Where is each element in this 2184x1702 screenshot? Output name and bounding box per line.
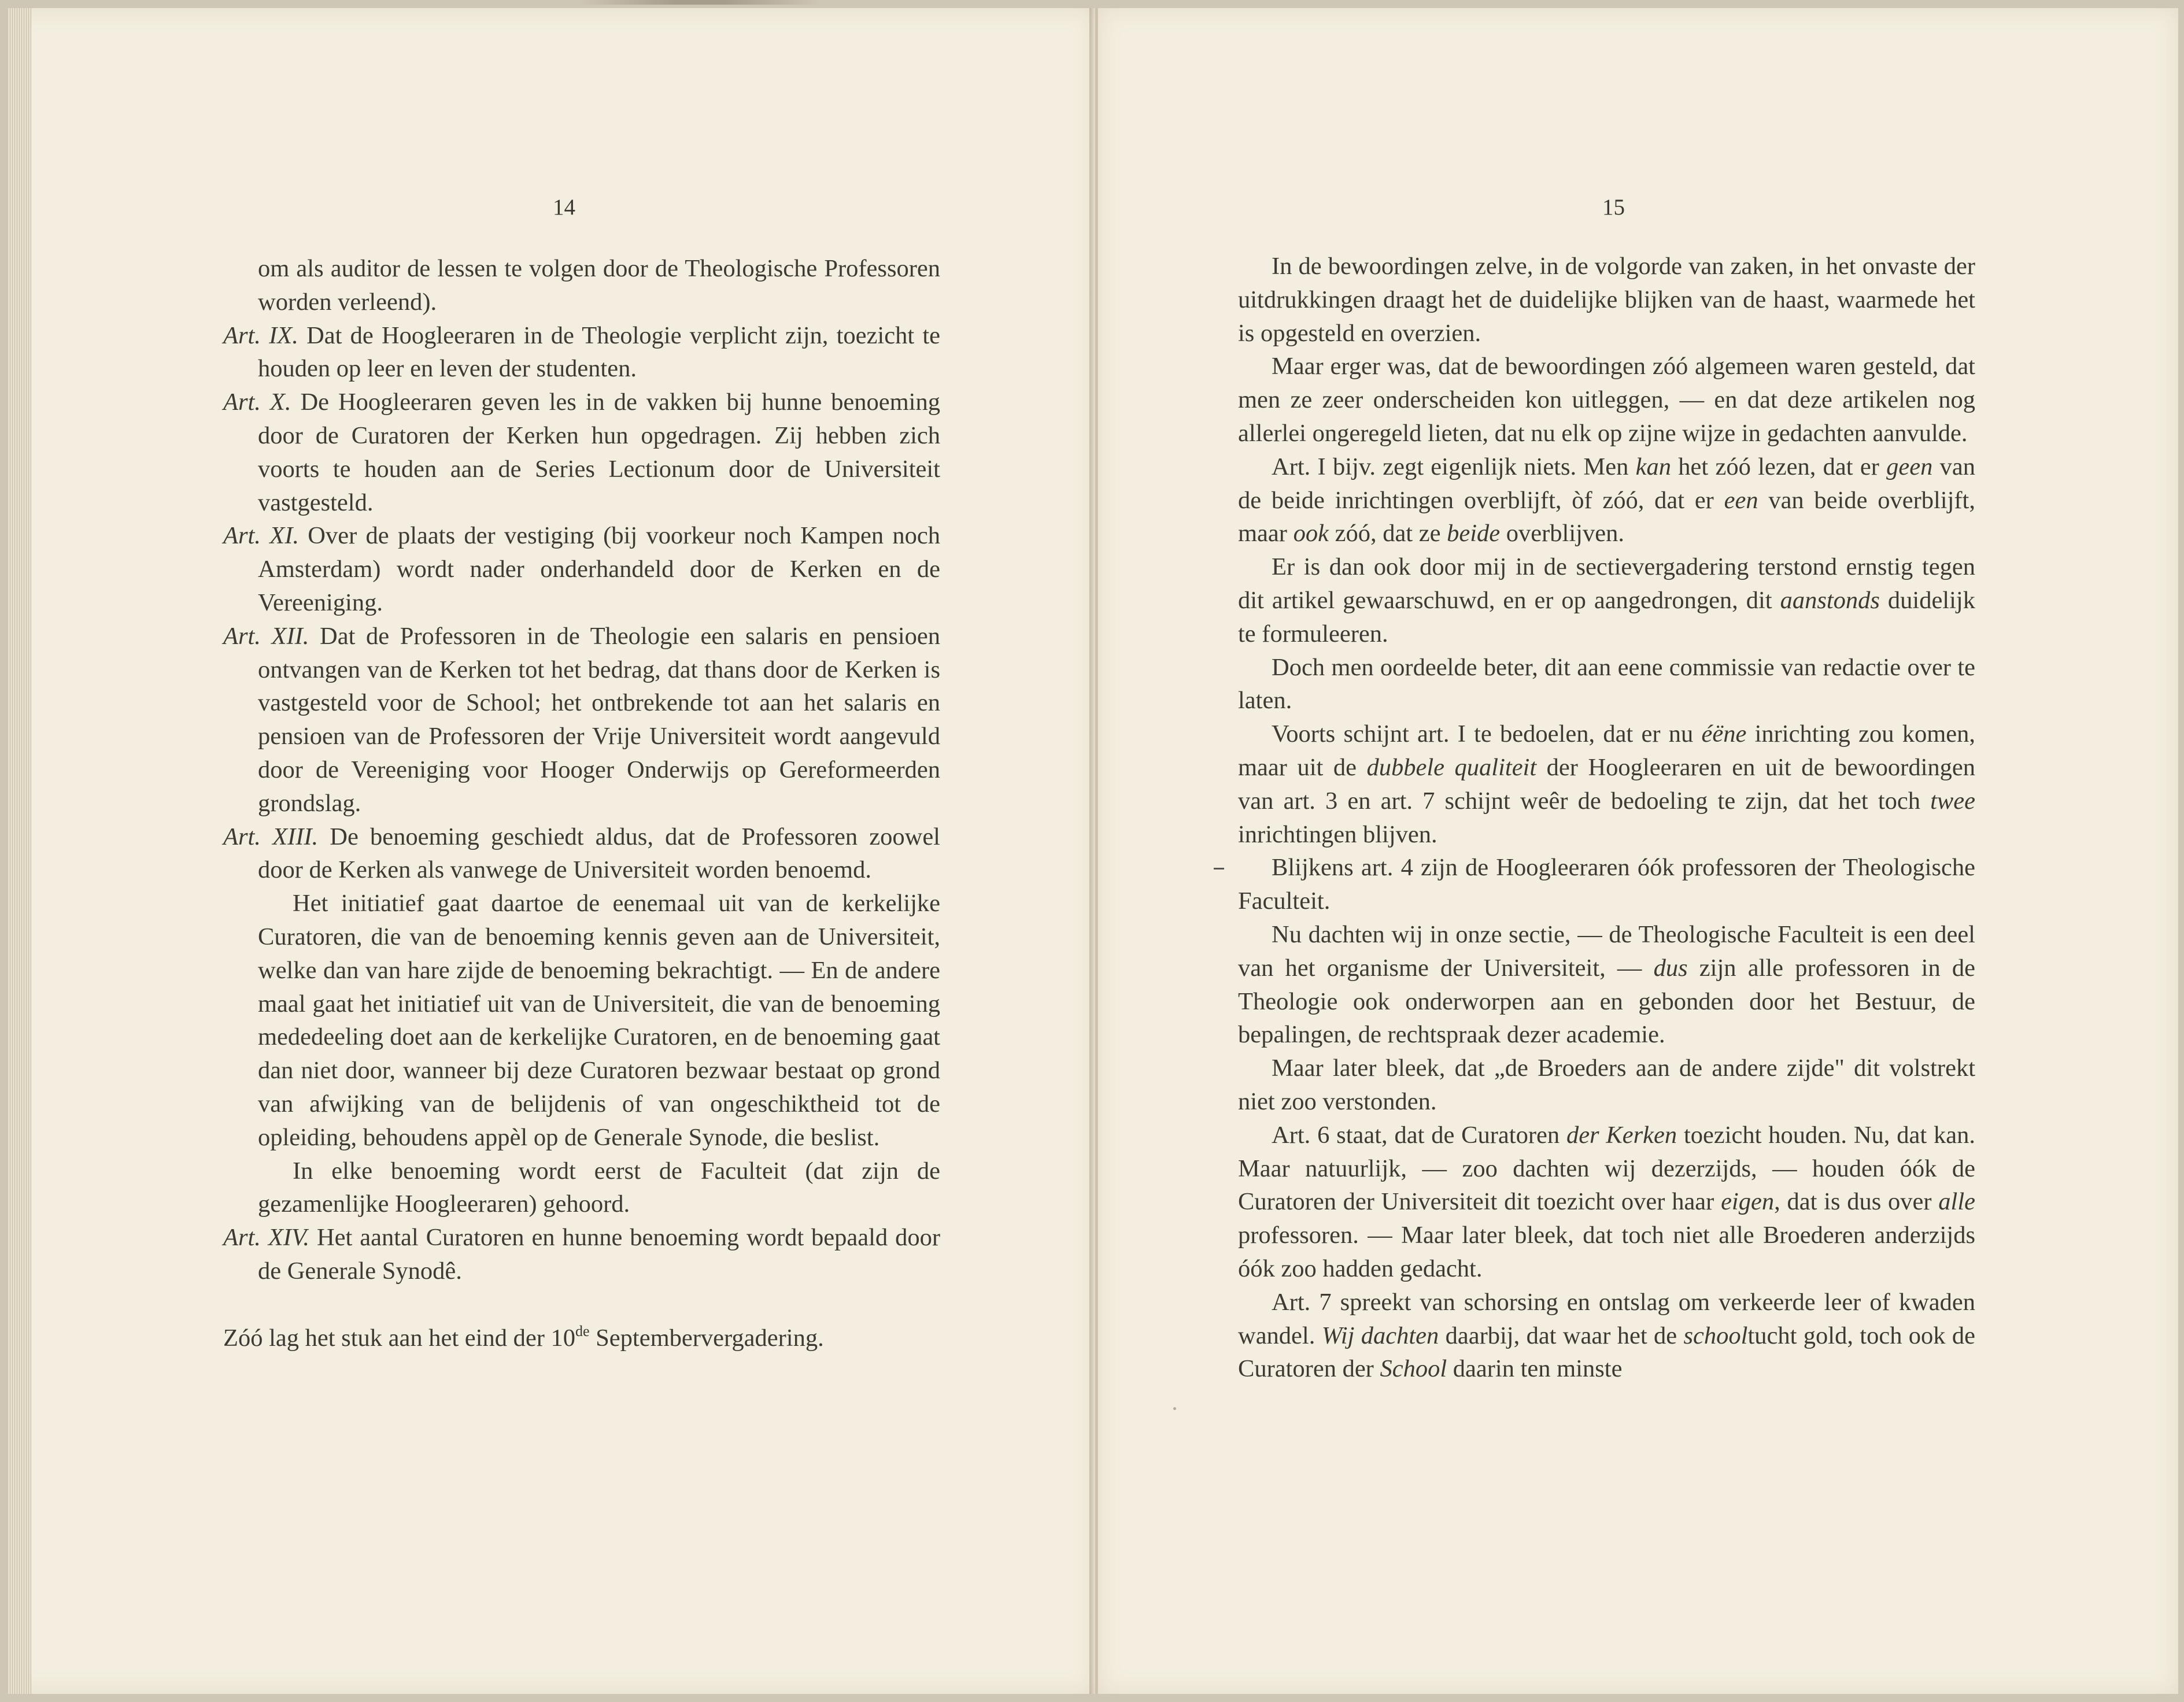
emphasis: twee <box>1930 787 1975 815</box>
body-paragraph <box>1238 717 1975 851</box>
scan-artifact <box>578 0 821 5</box>
paragraph-text: Art. 6 staat, dat de Curatoren <box>1272 1121 1566 1149</box>
article-paragraph <box>223 386 940 519</box>
body-paragraph <box>223 252 940 319</box>
paragraph-text: tucht gold, toch ook de Curatoren der <box>1238 1322 1975 1383</box>
body-paragraph <box>1238 550 1975 650</box>
paragraph-text: De benoeming geschiedt aldus, dat de Professoren zoowel door de Kerken als vanwege de Universiteit worden benoemd. <box>258 823 940 884</box>
emphasis: geen <box>1886 453 1933 480</box>
paragraph-text: Art. 7 spreekt van schorsing en ontslag om verkeerde leer of kwaden wandel. <box>1238 1288 1975 1349</box>
paragraph-text: Er is dan ook door mij in de sectievergadering terstond ernstig tegen dit artikel gewaarschuwd, en er op aangedrongen, dit <box>1238 553 1975 614</box>
emphasis: kan <box>1635 453 1671 480</box>
closing-text: Zóó lag het stuk aan het eind der 10 <box>223 1324 575 1352</box>
emphasis: eigen <box>1721 1188 1775 1216</box>
body-paragraph <box>1238 1052 1975 1119</box>
page-number-right: 15 <box>1602 195 1625 220</box>
paragraph-text: toezicht houden. Nu, dat kan. Maar natuurlijk, — zoo dachten wij dezerzijds, — houden óók de Curatoren der Universiteit dit toezicht over haar <box>1238 1121 1975 1216</box>
article-paragraph <box>223 519 940 619</box>
right-page-body <box>1238 250 1975 1386</box>
body-paragraph <box>1238 250 1975 350</box>
emphasis: dus <box>1653 954 1688 982</box>
emphasis: School <box>1380 1355 1447 1383</box>
paragraph-text: In de bewoordingen zelve, in de volgorde van zaken, in het onvaste der uitdrukkingen draagt het de duidelijke blijken van de haast, waarmede het is opgesteld en overzien. <box>1238 253 1975 347</box>
emphasis: een <box>1724 486 1758 514</box>
emphasis: aanstonds <box>1780 586 1880 614</box>
body-paragraph <box>1238 450 1975 550</box>
paragraph-text: daarbij, dat waar het de <box>1439 1322 1684 1349</box>
body-paragraph <box>1238 918 1975 1052</box>
paragraph-text: het zóó lezen, dat er <box>1671 453 1887 480</box>
paragraph-text: overblijven. <box>1500 520 1624 547</box>
emphasis: ook <box>1293 520 1329 547</box>
ordinal-superscript: de <box>575 1322 590 1340</box>
article-label: Art. XII. <box>223 622 309 650</box>
body-paragraph <box>1238 851 1975 918</box>
page-edges <box>8 8 31 1694</box>
right-page <box>1097 8 2178 1694</box>
emphasis: dubbele qualiteit <box>1366 753 1537 781</box>
paragraph-text: Dat de Professoren in de Theologie een salaris en pensioen ontvangen van de Kerken tot het bedrag, dat thans door de Kerken is vastgesteld voor de School; het ontbrekende tot aan het salaris en pensioen van de Professoren der Vrije Universiteit wordt aangevuld door de Vereeniging voor Hooger Onderwijs op Gereformeerden grondslag. <box>258 622 941 817</box>
body-paragraph <box>223 1155 940 1222</box>
body-paragraph <box>1238 1286 1975 1386</box>
article-label: Art. XIV. <box>223 1224 310 1252</box>
paragraph-text: om als auditor de lessen te volgen door de Theologische Professoren worden verleend). <box>258 255 940 316</box>
paragraph-text: Het aantal Curatoren en hunne benoeming wordt bepaald door de Generale Synodê. <box>258 1224 940 1285</box>
page-number-left: 14 <box>553 195 575 220</box>
left-page <box>8 8 1096 1694</box>
paragraph-text: Art. I bijv. zegt eigenlijk niets. Men <box>1272 453 1636 480</box>
paragraph-text: Voorts schijnt art. I te bedoelen, dat er nu <box>1272 720 1702 748</box>
paragraph-text: Doch men oordeelde beter, dit aan eene commissie van redactie over te laten. <box>1238 653 1975 715</box>
article-label: Art. X. <box>223 388 291 416</box>
paragraph-text: professoren. — Maar later bleek, dat toch niet alle Broederen anderzijds óók zoo hadden gedacht. <box>1238 1222 1975 1282</box>
left-page-body <box>223 252 940 1355</box>
paper-speck <box>1173 1407 1176 1410</box>
paragraph-text: Nu dachten wij in onze sectie, — de Theologische Faculteit is een deel van het organisme der Universiteit, — <box>1238 920 1975 982</box>
paragraph-text: duidelijk te formuleeren. <box>1238 586 1975 648</box>
paragraph-text: inrichting zou komen, maar uit de <box>1238 720 1975 781</box>
emphasis: alle <box>1938 1188 1975 1216</box>
paragraph-text: De Hoogleeraren geven les in de vakken bij hunne benoeming door de Curatoren der Kerken hun opgedragen. Zij hebben zich voorts te houden aan de Series Lectionum door de Universiteit vastgesteld. <box>258 388 940 516</box>
body-paragraph <box>1238 651 1975 718</box>
paragraph-text: daarin ten minste <box>1447 1355 1623 1383</box>
emphasis: school <box>1683 1322 1748 1349</box>
paragraph-text: Blijkens art. 4 zijn de Hoogleeraren óók professoren der Theologische Faculteit. <box>1238 854 1975 915</box>
closing-line <box>223 1322 940 1355</box>
paragraph-text: van de beide inrichtingen overblijft, òf zóó, dat er <box>1238 453 1975 514</box>
body-paragraph <box>1238 1119 1975 1286</box>
article-paragraph <box>223 620 940 820</box>
article-label: Art. IX. <box>223 321 298 349</box>
paragraph-text: van beide overblijft, maar <box>1238 486 1975 547</box>
paragraph-text: Het initiatief gaat daartoe de eenemaal uit van de kerkelijke Curatoren, die van de benoeming kennis geven aan de Universiteit, welke dan van hare zijde de benoeming bekrachtigt. — En de andere maal gaat het initiatief uit van de Universiteit, die van de benoeming mededeeling doet aan de kerkelijke Curatoren, en de benoeming gaat dan niet door, wanneer bij deze Curatoren bezwaar bestaat op grond van afwijking van de belijdenis of van ongeschiktheid tot de opleiding, behoudens appèl op de Generale Synode, die beslist. <box>258 890 940 1151</box>
article-label: Art. XIII. <box>223 823 319 850</box>
paragraph-text: Maar erger was, dat de bewoordingen zóó algemeen waren gesteld, dat men ze zeer onderscheiden kon uitleggen, — en dat deze artikelen nog allerlei ongeregeld lieten, dat nu elk op zijne wijze in gedachten aanvulde. <box>1238 353 1975 447</box>
paragraph-text: Over de plaats der vestiging (bij voorkeur noch Kampen noch Amsterdam) wordt nader onderhandeld door de Kerken en de Vereeniging. <box>258 522 940 616</box>
margin-mark <box>1214 868 1224 870</box>
paragraph-text: inrichtingen blijven. <box>1238 820 1437 848</box>
closing-text: Septembervergadering. <box>589 1324 824 1352</box>
paragraph-text: , dat is dus over <box>1774 1188 1939 1216</box>
article-paragraph <box>223 319 940 386</box>
paragraph-text: der Hoogleeraren en uit de bewoordingen van art. 3 en art. 7 schijnt weêr de bedoeling te zijn, dat het toch <box>1238 753 1975 815</box>
paragraph-text: Dat de Hoogleeraren in de Theologie verplicht zijn, toezicht te houden op leer en leven der studenten. <box>258 321 941 383</box>
paragraph-text: In elke benoeming wordt eerst de Faculteit (dat zijn de gezamenlijke Hoogleeraren) gehoord. <box>258 1157 940 1218</box>
body-paragraph <box>1238 350 1975 450</box>
article-paragraph <box>223 820 940 887</box>
article-label: Art. XI. <box>223 522 299 550</box>
emphasis: Wij dachten <box>1321 1322 1439 1349</box>
emphasis: beide <box>1447 520 1501 547</box>
emphasis: éëne <box>1701 720 1747 748</box>
emphasis: der Kerken <box>1566 1121 1677 1149</box>
paragraph-text: zóó, dat ze <box>1328 520 1447 547</box>
paragraph-text: Maar later bleek, dat „de Broeders aan de andere zijde" dit volstrekt niet zoo verstonden. <box>1238 1054 1975 1115</box>
article-paragraph <box>223 1221 940 1288</box>
body-paragraph <box>223 887 940 1154</box>
paragraph-text: zijn alle professoren in de Theologie ook onderworpen aan en gebonden door het Bestuur, de bepalingen, de rechtspraak dezer academie. <box>1238 954 1975 1049</box>
